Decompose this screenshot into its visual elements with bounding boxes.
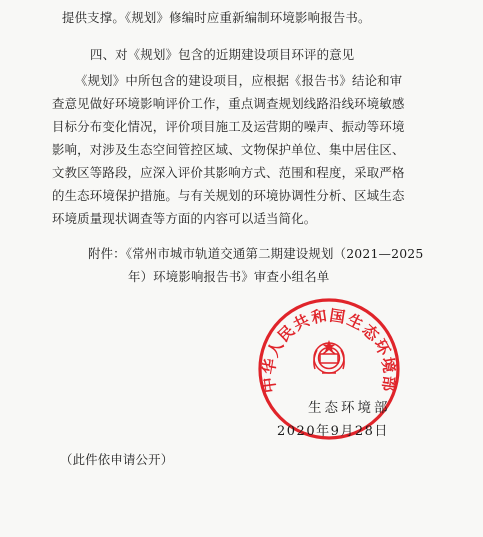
section-heading-4: 四、对《规划》包含的近期建设项目环评的意见 [90,47,355,62]
body-line-8: 的生态环境保护措施。与有关规划的环境协调性分析、区域生态 [52,188,405,203]
body-line-5: 目标分布变化情况，评价项目施工及运营期的噪声、振动等环境 [52,119,405,134]
attachment-line-2: 年）环境影响报告书》审查小组名单 [128,269,330,284]
body-line-4: 查意见做好环境影响评价工作，重点调查规划线路沿线环境敏感 [52,96,405,111]
body-line-3: 《规划》中所包含的建设项目，应根据《报告书》结论和审 [75,73,403,88]
issuer-signature: 生态环境部 [308,400,391,416]
disclosure-note: （此件依申请公开） [60,452,174,467]
star-icon [322,340,335,352]
body-line-1: 提供支撑。《规划》修编时应重新编制环境影响报告书。 [62,10,371,25]
body-line-7: 文教区等路段，应深入评价其影响方式、范围和程度，采取严格 [52,165,405,180]
attachment-line-1: 附件：《常州市城市轨道交通第二期建设规划（2021—2025 [88,246,424,261]
body-line-9: 环境质量现状调查等方面的内容可以适当简化。 [52,211,317,226]
issue-date: 2020年9月28日 [277,424,389,439]
body-line-6: 影响，对涉及生态空间管控区域、文物保护单位、集中居住区、 [52,142,405,157]
seal-text: 中华人民共和国生态环境部 [259,306,399,394]
